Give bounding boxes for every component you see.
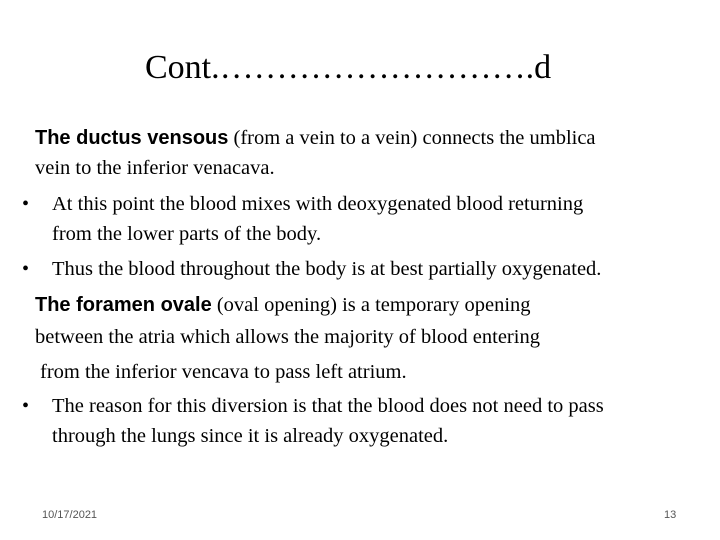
bullet1-line1: At this point the blood mixes with deoxygenated blood returning — [52, 193, 584, 215]
para1-line1 — [35, 125, 596, 151]
para2-line3: from the inferior vencava to pass left atrium. — [40, 361, 407, 383]
para1-term: The ductus vensous — [35, 127, 229, 149]
footer-page-number: 13 — [664, 509, 677, 521]
footer-date: 10/17/2021 — [42, 509, 98, 521]
para2-line1 — [35, 292, 531, 318]
bullet2-line1: Thus the blood throughout the body is at best partially oxygenated. — [52, 258, 602, 280]
bullet3-line2: through the lungs since it is already oxygenated. — [52, 425, 449, 447]
bullet-dot: • — [22, 193, 30, 215]
para2-line2: between the atria which allows the majority of blood entering — [35, 326, 540, 348]
para2-term: The foramen ovale — [35, 294, 212, 316]
para1-line2: vein to the inferior venacava. — [35, 157, 275, 179]
bullet-dot: • — [22, 258, 30, 280]
bullet-dot: • — [22, 395, 30, 417]
bullet3-line1: The reason for this diversion is that the blood does not need to pass — [52, 395, 604, 417]
bullet1-line2: from the lower parts of the body. — [52, 223, 322, 245]
para2-line1-rest: (oval opening) is a temporary opening — [211, 294, 531, 316]
para1-line1-rest: (from a vein to a vein) connects the umblica — [228, 127, 596, 149]
slide-title: Cont.……………………….d — [145, 49, 552, 86]
